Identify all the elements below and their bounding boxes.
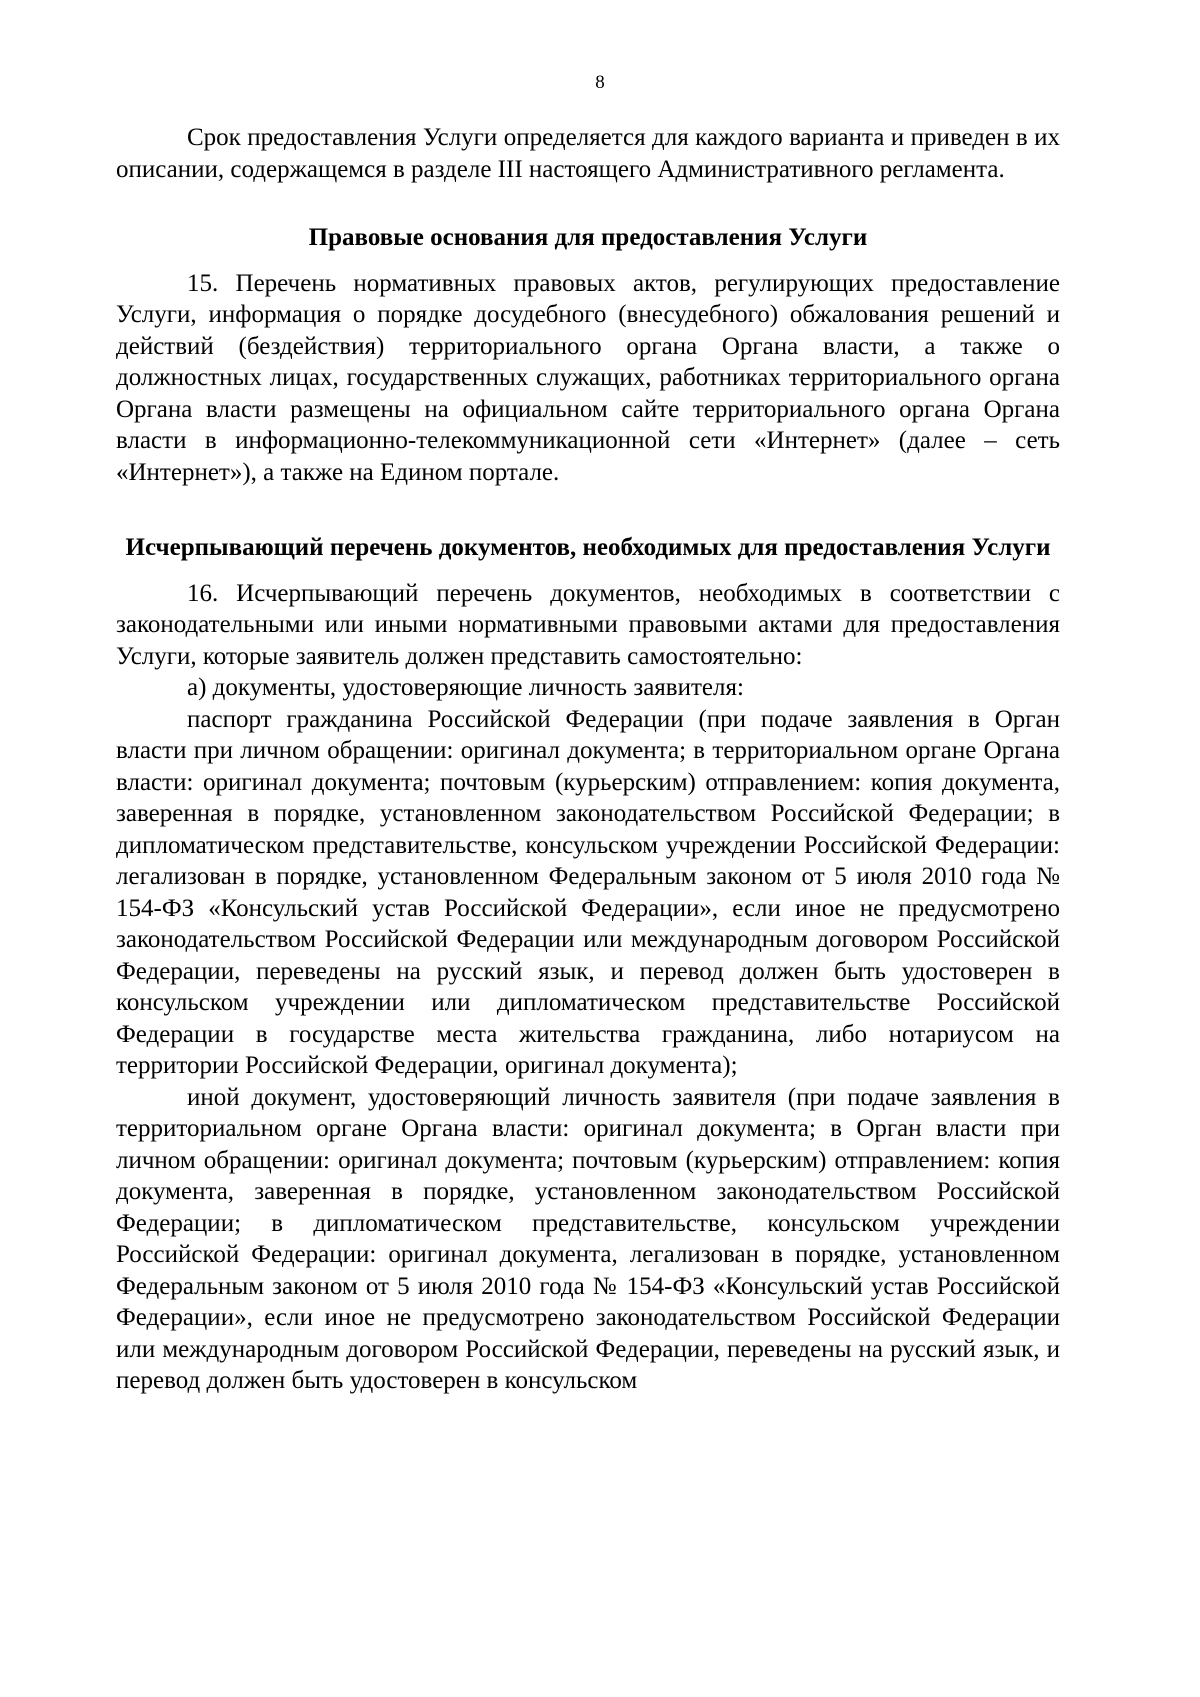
paragraph-passport: паспорт гражданина Российской Федерации (при подаче заявления в Орган власти при личном обращении: оригинал документа; в территориальном органе Органа власти: оригинал документа; почтовым (курьерским) отправлением: копия документа, заверенная в порядке, установленном законодательством Российской Федерации; в дипломатическом представительстве, консульском учреждении Российской Федерации: легализован в порядке, установленном Федеральным законом от 5 июля 2010 года № 154-ФЗ «Консульский устав Российской Федерации», если иное не предусмотрено законодательством Российской Федерации или международным договором Российской Федерации, переведены на русский язык, и перевод должен быть удостоверен в консульском учреждении или дипломатическом представительстве Российской Федерации в государстве места жительства гражданина, либо нотариусом на территории Российской Федерации, оригинал документа); (116, 705, 1060, 1079)
section-heading-required-documents: Исчерпывающий перечень документов, необходимых для предоставления Услуги (125, 534, 1051, 561)
page-body (116, 122, 1060, 1397)
paragraph-other-id-document: иной документ, удостоверяющий личность заявителя (при подаче заявления в территориальном органе Органа власти: оригинал документа; в Орган власти при личном обращении: оригинал документа; почтовым (курьерским) отправлением: копия документа, заверенная в порядке, установленном законодательством Российской Федерации; в дипломатическом представительстве, консульском учреждении Российской Федерации: оригинал документа, легализован в порядке, установленном Федеральным законом от 5 июля 2010 года № 154-ФЗ «Консульский устав Российской Федерации», если иное не предусмотрено законодательством Российской Федерации или международным договором Российской Федерации, переведены на русский язык, и перевод должен быть удостоверен в консульском (116, 1083, 1060, 1394)
paragraph-16-a: а) документы, удостоверяющие личность заявителя: (187, 674, 744, 701)
paragraph-service-term: Срок предоставления Услуги определяется для каждого варианта и приведен в их описании, содержащемся в разделе III настоящего Административного регламента. (116, 124, 1060, 183)
page-number: 8 (595, 72, 605, 93)
paragraph-16: 16. Исчерпывающий перечень документов, необходимых в соответствии с законодательными или иными нормативными правовыми актами для предоставления Услуги, которые заявитель должен представить самостоятельно: (116, 579, 1060, 670)
paragraph-15: 15. Перечень нормативных правовых актов, регулирующих предоставление Услуги, информация о порядке досудебного (внесудебного) обжалования решений и действий (бездействия) территориального органа Органа власти, а также о должностных лицах, государственных служащих, работниках территориального органа Органа власти размещены на официальном сайте территориального органа Органа власти в информационно-телекоммуникационной сети «Интернет» (далее – сеть «Интернет»), а также на Едином портале. (116, 269, 1060, 486)
section-heading-legal-basis: Правовые основания для предоставления Услуги (308, 224, 868, 251)
